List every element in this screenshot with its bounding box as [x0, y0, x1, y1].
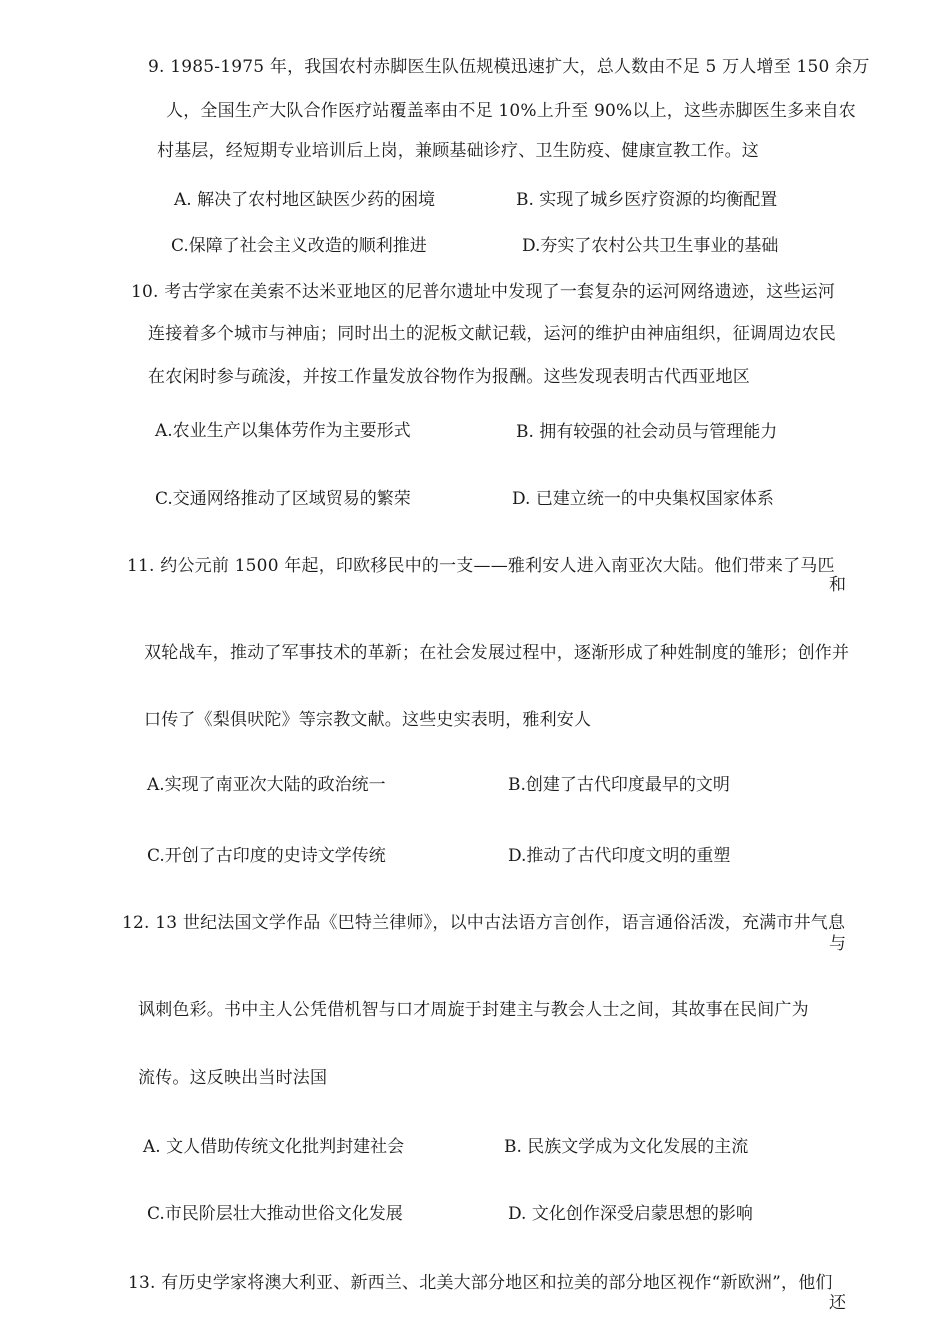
question-11-option-b[interactable]: B.创建了古代印度最早的文明 [508, 775, 730, 795]
question-11-option-c[interactable]: C.开创了古印度的史诗文学传统 [147, 846, 386, 866]
question-12-line-3: 流传。这反映出当时法国 [138, 1068, 328, 1088]
question-9-line-2: 人，全国生产大队合作医疗站覆盖率由不足 10%上升至 90%以上，这些赤脚医生多来自农 [166, 101, 856, 121]
question-11-line-3: 口传了《梨俱吠陀》等宗教文献。这些史实表明，雅利安人 [144, 710, 592, 730]
question-11-option-a[interactable]: A.实现了南亚次大陆的政治统一 [147, 775, 386, 795]
question-9-option-a[interactable]: A. 解决了农村地区缺医少药的困境 [174, 190, 436, 210]
question-11-line-1: 11. 约公元前 1500 年起，印欧移民中的一支——雅利安人进入南亚次大陆。他们带来了马匹 [127, 556, 835, 576]
question-10-line-1: 10. 考古学家在美索不达米亚地区的尼普尔遗址中发现了一套复杂的运河网络遗迹，这些运河 [131, 282, 836, 302]
question-12-option-d[interactable]: D. 文化创作深受启蒙思想的影响 [508, 1204, 753, 1224]
question-10-line-2: 连接着多个城市与神庙；同时出土的泥板文献记载，运河的维护由神庙组织，征调周边农民 [148, 324, 836, 344]
question-10-option-c[interactable]: C.交通网络推动了区域贸易的繁荣 [155, 489, 411, 509]
question-12-option-a[interactable]: A. 文人借助传统文化批判封建社会 [143, 1137, 405, 1157]
question-11-option-d[interactable]: D.推动了古代印度文明的重塑 [508, 846, 731, 866]
question-13-line-1-wrap: 还 [829, 1293, 846, 1313]
question-11-line-1-wrap: 和 [829, 575, 846, 595]
question-12-option-b[interactable]: B. 民族文学成为文化发展的主流 [504, 1137, 749, 1157]
question-9-option-b[interactable]: B. 实现了城乡医疗资源的均衡配置 [516, 190, 778, 210]
question-12-line-2: 讽刺色彩。书中主人公凭借机智与口才周旋于封建主与教会人士之间，其故事在民间广为 [138, 1000, 809, 1020]
question-10-option-b[interactable]: B. 拥有较强的社会动员与管理能力 [516, 422, 778, 442]
question-11-line-2: 双轮战车，推动了军事技术的革新；在社会发展过程中，逐渐形成了种姓制度的雏形；创作并 [144, 643, 850, 663]
question-13-line-1: 13. 有历史学家将澳大利亚、新西兰、北美大部分地区和拉美的部分地区视作“新欧洲”，他们 [128, 1273, 833, 1293]
question-12-line-1: 12. 13 世纪法国文学作品《巴特兰律师》，以中古法语方言创作，语言通俗活泼，充满市井气息 [122, 913, 846, 933]
question-9-option-c[interactable]: C.保障了社会主义改造的顺利推进 [171, 236, 427, 256]
question-12-line-1-wrap: 与 [829, 934, 846, 954]
question-9-line-1: 9. 1985-1975 年，我国农村赤脚医生队伍规模迅速扩大，总人数由不足 5 万人增至 150 余万 [148, 57, 870, 77]
question-10-option-d[interactable]: D. 已建立统一的中央集权国家体系 [512, 489, 774, 509]
question-12-option-c[interactable]: C.市民阶层壮大推动世俗文化发展 [147, 1204, 403, 1224]
question-9-line-3: 村基层，经短期专业培训后上岗，兼顾基础诊疗、卫生防疫、健康宣教工作。这 [157, 141, 759, 161]
question-10-line-3: 在农闲时参与疏浚，并按工作量发放谷物作为报酬。这些发现表明古代西亚地区 [148, 367, 750, 387]
question-10-option-a[interactable]: A.农业生产以集体劳作为主要形式 [155, 421, 411, 441]
question-9-option-d[interactable]: D.夯实了农村公共卫生事业的基础 [522, 236, 779, 256]
